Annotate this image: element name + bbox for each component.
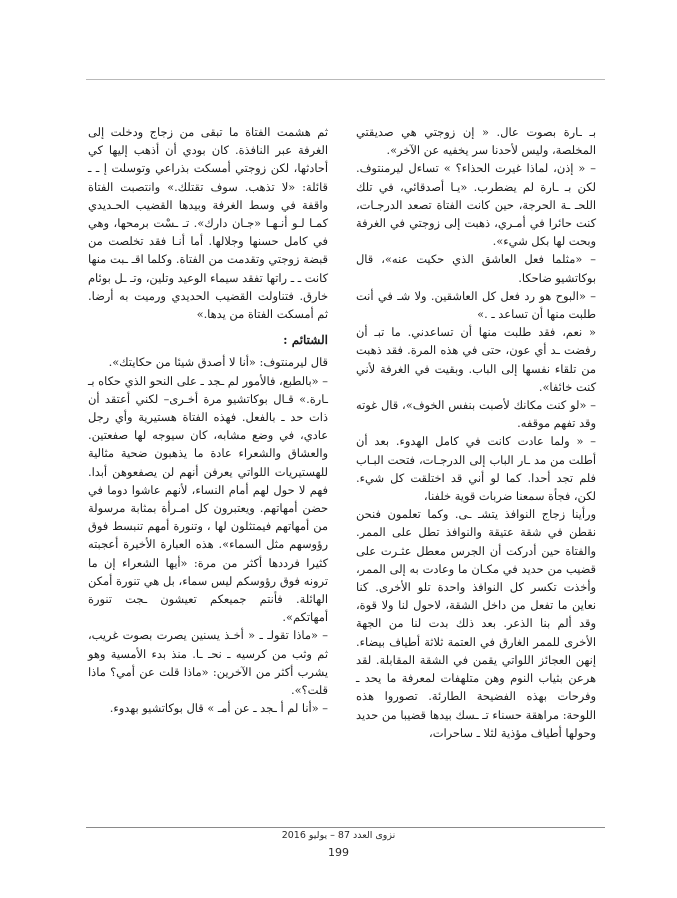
paragraph: قال ليرمنتوف: «أنا لا أصدق شيئا من حكايتك».	[108, 355, 328, 370]
paragraph: – « ولما عادت كانت في كامل الهدوء. بعد أن أطلت من مد ـار الباب إلى الدرجـات، فتحت البـاب فلم تجد أحدا. كما لو أني قد اختلقت كل شيء. لكن، فجأة سمعنا ضربات قوية خلفنا،	[356, 434, 596, 504]
paragraph: – «مثلما فعل العاشق الذي حكيت عنه»، قال بوكاتشيو ضاحكا.	[356, 252, 596, 285]
header-rule	[86, 79, 605, 80]
left-text-column	[88, 123, 328, 718]
footer-rule	[86, 827, 605, 828]
paragraph: ورأينا زجاج النوافذ يتشـ ـى. وكما تعلمون فنحن نقطن في شقة عتيقة والنوافذ تطل على الممر. والفتاة حين أدركت أن الجرس معطل عثـرت على قضيب من حديد في مكـان ما وعادت به إلى الممر، وأخذت تكسر كل النوافذ واحدة تلو الأخرى. كنا نعاين ما تفعل من داخل الشقة، لاحول لنا ولا قوة، وقد ألم بنا الذعر. بعد ذلك بدت لنا من الجهة الأخرى للممر الغارق في العتمة ثلاثة أطياف بيضاء. إنهن العجائز اللواتي يقمن في الشقة المقابلة. لقد هرعن بثياب النوم وهن متلهفات لمعرفة ما يحد ـ وفرحات بهذه الفضيحة الطارئة. تصوروا هذه اللوحة: مراهقة حسناء تـ ـسك بيدها قضيبا من حديد وحولها أطياف مؤذية لثلا ـ ساحرات،	[356, 507, 596, 740]
paragraph: ثم هشمت الفتاة ما تبقى من زجاج ودخلت إلى الغرفة عبر النافذة. كان بودي أن أذهب إليها كي أحادثها، لكن زوجتي أمسكت بذراعي وتوسلت إ ـ ـ قائلة: «لا تذهب. سوف تقتلك.» وانتصبت الفتاة واقفة في وسط الغرفة وبيدها القضيب الحـديدي كمـا لـو أنـهـا «جـان دارك». تـ ـسْت برمحها، وهي في كامل حسنها وجلالها. أما أنـا فقد تخلصت من قبضة زوجتي وتقدمت من الفتاة. وكلما اقـ ـبت منها كانت ـ ـ راتها تفقد سيماء الوعيد وتلين، وتـ ـل بوئام خارق. فتناولت القضيب الحديدي ورميت به أرضا. ثم أمسكت الفتاة من يدها.»	[88, 125, 328, 322]
paragraph: – «البوح هو رد فعل كل العاشقين. ولا شـ في أنت طلبت منها أن تساعد ـ .»	[356, 288, 596, 322]
page-number: 199	[328, 846, 349, 859]
footer-issue-label: نزوى العدد 87 – يوليو 2016	[281, 830, 396, 841]
paragraph: – «ماذا تقولـ ـ « أخـذ يسنين يصرت بصوت غريب، ثم وثب من كرسيه ـ نحـ ـا. منذ بدء الأمسية وهو يشرب أكثر من الآخرين: «ماذا قلت عن أمي؟ ماذا قلت؟».	[88, 628, 328, 698]
right-text-column	[356, 123, 596, 742]
paragraph: بـ ـارة بصوت عال. « إن زوجتي هي صديقتي المخلصة، وليس لأحدنا سر يخفيه عن الآخر».	[356, 125, 596, 158]
section-heading: الشتائم :	[283, 333, 328, 348]
paragraph: – «أنا لم أ ـجد ـ عن أمـ » قال بوكاتشيو بهدوء.	[109, 701, 328, 716]
paragraph: « نعم، فقد طلبت منها أن تساعدني. ما تبـ أن رفضت ـد أي عون، حتى في هذه المرة. فقد ذهبت من تلقاء نفسها إلى الباب. وبقيت في الغرفة لأني كنت خائفا».	[356, 325, 596, 394]
paragraph: – «بالطبع، فالأمور لم ـجد ـ على النحو الذي حكاه بـ ـارة.» قـال بوكاتشيو مرة أخـرى– لكني أعتقد أن ذات حد ـ بالفعل. فهذه الفتاة هستيرية وأي رجل عادي، في وضع مشابه، كان سيوجه لها صفعتين. والعشاق والشعراء عادة ما يذهبون ضحية مثالية للهستيريات اللواتي يعرفن أنهم لن يصفعوهن أبدا. فهم لا حول لهم أمام النساء، لأنهم عاشوا دوما في حضن أمهاتهم. ويعتبرون كل امـرأة بمثابة مرسولة من أمهاتهم فيمتثلون لها ، وتنورة أمهم تنبسط فوق رؤوسهم مثل السماء». هذه العبارة الأخيرة أعجبته كثيرا فرددها أكثر من مرة: «أيها الشعراء إن ما ترونه فوق رؤوسكم ليس سماء، بل هي تنورة أمكن الهائلة. فأنتم جميعكم تعيشون ـجت تنورة أمهاتكم».	[88, 373, 328, 625]
paragraph: – « إذن، لماذا غيرت الحذاء؟ » تساءل ليرمنتوف. لكن بـ ـارة لم يضطرب. «يـا أصدقائي، في تلك اللحـ ـة الحرجة، حين كانت الفتاة تصعد الدرجـات، كنت حائرا في أمـري، ذهبت إلى زوجتي في الغرفة وبحت لها بكل شيء».	[356, 161, 596, 249]
paragraph: – «لو كنت مكانك لأصبت بنفس الخوف»، قال غوته وقد تفهم موقفه.	[356, 398, 596, 431]
